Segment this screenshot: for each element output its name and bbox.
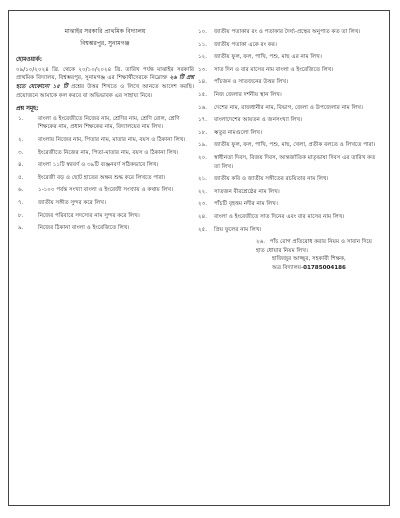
question-text: জাতীয় কবি ও জাতীয় সঙ্গীতের রচয়িতার নাম লিখ। — [214, 176, 329, 183]
question-text: বাংলায় নিজের নাম, পিতার নাম, মাতার নাম, বয়স ও ঠিকানা লিখ। — [38, 136, 186, 143]
question-text: বাংলা ও ইংরেজীতে নিজের নাম, শ্রেণির নাম, শ্রেণি রোল, শ্রেণি শিক্ষকের নাম, প্রধান শিক্ষকের নাম, বিদ্যালয়ের নাম লিখ। — [38, 115, 180, 131]
questions-title: প্রশ্ন সমূহ: — [16, 106, 39, 113]
school-line: অত্র বিদ্যালয়- — [272, 264, 304, 271]
notice-text-before: ০৯/১০/২০২৪ খ্রি. থেকে ২০/১০/২০২৪ খ্রি. তারিখ পর্যন্ত মাঝাইর সরকারি প্রাথমিক বিদ্যালয়, বিশ্বম্ভরপুর, সুনামগঞ্জ এর শিক্ষার্থীদেরকে নিম্নোক্ত — [16, 66, 194, 82]
question-item — [198, 66, 382, 75]
question-number: ৯. — [18, 225, 24, 232]
question-text: ইংরেজী বড় ও ছোট হাতের অক্ষর শুদ্ধ করে লিখতে পারা। — [38, 174, 166, 181]
question-text: স্বাধীনতা দিবস, বিজয় দিবস, আন্তর্জাতিক মাতৃভাষা দিবস এর তারিখ কত তা লিখ। — [214, 154, 376, 170]
question-number: ১৩. — [198, 66, 208, 73]
question-number: ২৩. — [198, 201, 208, 208]
question-text: নিজের পরিবারে সদস্যের নাম সুন্দর করে লিখ। — [38, 212, 140, 219]
question-number: ২. — [18, 136, 24, 143]
question-number: ১৮. — [198, 129, 208, 136]
question-number: ২৬. — [256, 239, 266, 246]
question-item — [198, 41, 382, 50]
question-item — [16, 161, 194, 170]
question-item — [198, 175, 382, 184]
question-text: বাংলাদেশের আয়তন ও জনসংখ্যা লিখ। — [214, 117, 303, 124]
question-text: নিজ জেলার দর্শনীয় স্থান লিখ। — [214, 91, 282, 98]
question-item — [198, 129, 382, 138]
question-number: ১৬. — [198, 104, 208, 111]
question-number: ১৯. — [198, 142, 208, 149]
question-text: বাংলা ও ইংরেজীতে সাত দিনের এবং বার মাসের নাম লিখ। — [214, 213, 345, 220]
question-item — [16, 224, 194, 233]
question-item — [16, 199, 194, 208]
question-item — [198, 141, 382, 150]
question-number: ২২. — [198, 188, 208, 195]
last-question — [256, 238, 382, 255]
question-number: ১৭. — [198, 117, 208, 124]
question-item — [16, 115, 194, 132]
question-item — [198, 154, 382, 171]
phone-number: 01785004186 — [303, 264, 346, 271]
question-item — [16, 212, 194, 221]
question-number: ৮. — [18, 212, 24, 219]
question-item — [198, 226, 382, 235]
question-number: ১২. — [198, 54, 208, 61]
question-text: সাতজন বীরশ্রেষ্ঠের নাম লিখ। — [214, 188, 280, 195]
question-number: ৫. — [18, 174, 24, 181]
question-item — [198, 104, 382, 113]
question-text: জাতীয় ফুল, ফল, পাখি, পশু, মাছ এর নাম লিখ। — [214, 54, 322, 61]
question-item — [198, 28, 382, 37]
question-text: ১-১০০ পর্যন্ত সংখ্যা বাংলা ও ইংরেজী সংখ্যায় ও কথায় লিখ। — [38, 187, 174, 194]
homework-notice — [16, 66, 194, 100]
question-number: ২১. — [198, 176, 208, 183]
question-text: বাংলা ১১টি স্বরবর্ণ ও ৩৯টি ব্যঞ্জনবর্ণ সঠিকভাবে লিখ। — [38, 162, 159, 169]
school-name: মাঝাইর সরকারি প্রাথমিক বিদ্যালয় — [64, 28, 146, 35]
question-item — [16, 149, 194, 158]
teacher-contact — [256, 264, 382, 273]
question-item — [198, 91, 382, 100]
question-number: ১৫. — [198, 91, 208, 98]
teacher-name: হাজিজুর আজ্জুর, সহকারী শিক্ষক, — [272, 256, 346, 263]
question-number: ১১. — [198, 41, 208, 48]
question-item — [16, 174, 194, 183]
question-text: সাত দিন ও বার মাসের নাম বাংলা ও ইংরেজিতে লিখ। — [214, 66, 334, 73]
left-column — [16, 28, 194, 237]
notice-text-after: প্রশ্নের উত্তর শিখতে ও লিখে আনতে আদেশ করছি। প্রয়োজনে আমাকে কল করবে বা অভিভাবক এর সাহায্য নিবে। — [16, 83, 194, 99]
question-number: ২৪. — [198, 213, 208, 220]
question-item — [198, 188, 382, 197]
signature-block — [198, 238, 382, 272]
question-number: ১৪. — [198, 79, 208, 86]
question-number: ২৫. — [198, 226, 208, 233]
question-number: ৬. — [18, 187, 24, 194]
question-item — [198, 213, 382, 222]
question-number: ১০. — [198, 29, 208, 35]
question-text: প্রিয় ফুলের নাম লিখ। — [214, 226, 262, 233]
question-item — [198, 78, 382, 87]
question-item — [198, 200, 382, 209]
question-number: ৪. — [18, 162, 24, 169]
question-item — [198, 53, 382, 62]
question-text: জাতীয় পতাকা একে রং কর। — [214, 41, 277, 48]
question-number: ১. — [18, 115, 24, 122]
question-item — [16, 136, 194, 145]
question-text: দেশের নাম, রাজধানীর নাম, বিভাগ, জেলা ও উপজেলার নাম লিখ। — [214, 104, 363, 111]
question-text: নিজের ঠিকানা বাংলা ও ইংরেজিতে লিখ। — [38, 225, 130, 232]
question-text: জাতীয় ফুল, ফল, পাখি, পশু, মাছ, খেলা, প্রতীক বলতে ও লিখতে পারা। — [214, 142, 376, 149]
question-text: ঋতুর নামগুলো লিখ। — [214, 129, 262, 136]
question-number: ২০. — [198, 154, 208, 161]
question-item — [198, 116, 382, 125]
homework-title: হোমওয়ার্ক: — [16, 57, 43, 64]
right-column — [198, 28, 382, 272]
question-text: পাঁচজন ও সাতজনের উত্তর লিখ। — [214, 79, 289, 86]
school-address: বিশ্বম্ভরপুর, সুনামগঞ্জ — [80, 39, 130, 47]
question-number: ৭. — [18, 199, 24, 206]
question-text: জাতীয় পতাকার রং ও পতাকার দৈর্ঘ্য-প্রস্থের অনুপাত কত তা লিখ। — [214, 29, 361, 35]
question-text: ইংরেজীতে নিজের নাম, পিতা-মাতার নাম, বয়স ও ঠিকানা লিখ। — [38, 149, 179, 156]
question-text: পাঁচটি বৃহত্তম নদীর নাম লিখ। — [214, 201, 278, 208]
question-number: ৩. — [18, 149, 24, 156]
question-item — [16, 186, 194, 195]
question-text: জাতীয় সঙ্গীত সুন্দর করে লিখ। — [38, 199, 106, 206]
question-text: পাঁচ রোগ প্রতিরোধ করার নিয়ম ও সাবান দিয়ে হাত ধোয়ার নিয়ম লিখ। — [256, 239, 372, 254]
notice-emphasis: ২৬ টি প্রশ্ন হতে যেকোনো ১৫ টি — [16, 75, 194, 90]
